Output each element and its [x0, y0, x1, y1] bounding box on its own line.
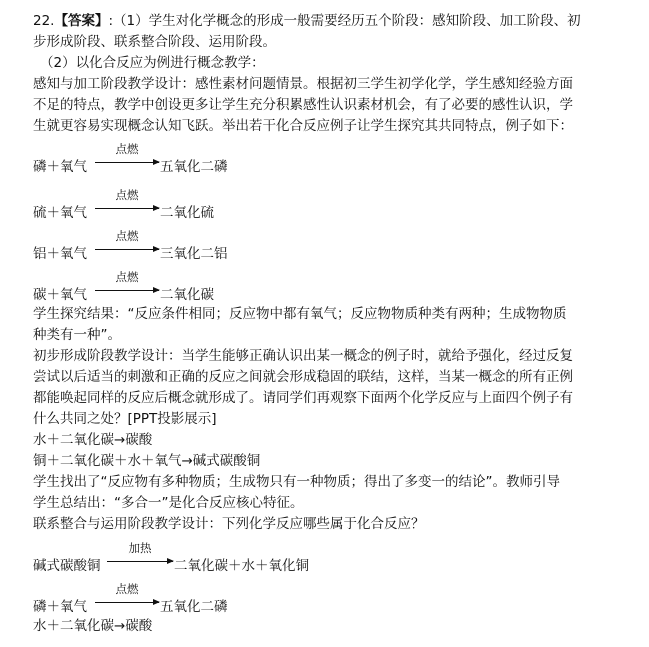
- paragraph-3-line-1: 感知与加工阶段教学设计：感性素材问题情景。根据初三学生初学化学，学生感知经验方面: [33, 76, 573, 92]
- reaction-product: 五氧化二磷: [160, 159, 228, 175]
- reaction-arrow: [95, 208, 159, 209]
- paragraph-1-cont: 步形成阶段、联系整合阶段、运用阶段。: [33, 34, 276, 50]
- reaction-product: 二氧化碳: [160, 287, 214, 303]
- reaction-arrow: [95, 162, 159, 163]
- paragraph-4-line-1: 学生探究结果：“反应条件相同；反应物中都有氧气；反应物物质种类有两种；生成物物质: [33, 306, 567, 322]
- reaction-product: 二氧化碳＋水＋氧化铜: [174, 558, 309, 574]
- paragraph-6-line-1: 学生找出了“反应物有多种物质；生成物只有一种物质；得出了多变一的结论”。教师引导: [33, 474, 560, 490]
- reaction-arrow: [107, 561, 173, 562]
- reaction-reactants: 磷＋氧气: [33, 599, 87, 615]
- paragraph-6-line-2: 学生总结出：“多合一”是化合反应核心特征。: [33, 495, 304, 511]
- paragraph-2: （2）以化合反应为例进行概念教学：: [40, 55, 265, 71]
- reaction-arrow: [95, 249, 159, 250]
- reaction-condition: 点燃: [115, 142, 139, 156]
- paragraph-4-line-2: 种类有一种”。: [33, 327, 121, 343]
- paragraph-7: 联系整合与运用阶段教学设计：下列化学反应哪些属于化合反应？: [33, 516, 425, 532]
- answer-line-1: [33, 11, 581, 31]
- reaction-reactants: 硫＋氧气: [33, 205, 87, 221]
- reaction-reactants: 铝＋氧气: [33, 246, 87, 262]
- reaction-condition: 点燃: [115, 582, 139, 596]
- paragraph-1: :（1）学生对化学概念的形成一般需要经历五个阶段：感知阶段、加工阶段、初: [108, 13, 581, 29]
- reaction-arrow: [95, 602, 159, 603]
- reaction-condition: 点燃: [115, 188, 139, 202]
- paragraph-5-line-1: 初步形成阶段教学设计：当学生能够正确认识出某一概念的例子时，就给予强化，经过反复: [33, 348, 573, 364]
- answer-label: 【答案】: [54, 13, 109, 29]
- question-number: 22.: [33, 13, 55, 29]
- paragraph-5-line-3: 都能唤起同样的反应后概念就形成了。请同学们再观察下面两个化学反应与上面四个例子有: [33, 390, 573, 406]
- reaction-product: 三氧化二铝: [160, 246, 228, 262]
- reaction-reactants: 碳＋氧气: [33, 287, 87, 303]
- reaction-reactants: 碱式碳酸铜: [33, 558, 101, 574]
- paragraph-3-line-2: 不足的特点，教学中创设更多让学生充分积累感性认识素材机会，有了必要的感性认识，学: [33, 97, 573, 113]
- equation-1: 水＋二氧化碳→碳酸: [33, 432, 153, 448]
- equation-2: 铜＋二氧化碳＋水＋氧气→碱式碳酸铜: [33, 453, 261, 469]
- paragraph-5-line-4: 什么共同之处？[PPT投影展示]: [33, 411, 217, 427]
- reaction-condition: 点燃: [115, 270, 139, 284]
- paragraph-3-line-3: 生就更容易实现概念认知飞跃。举出若干化合反应例子让学生探究其共同特点，例子如下：: [33, 118, 573, 134]
- reaction-condition: 点燃: [115, 229, 139, 243]
- reaction-reactants: 磷＋氧气: [33, 159, 87, 175]
- equation-3: 水＋二氧化碳→碳酸: [33, 618, 153, 634]
- reaction-product: 五氧化二磷: [160, 599, 228, 615]
- reaction-arrow: [95, 290, 159, 291]
- reaction-product: 二氧化硫: [160, 205, 214, 221]
- paragraph-5-line-2: 尝试以后适当的刺激和正确的反应之间就会形成稳固的联结，这样，当某一概念的所有正例: [33, 369, 573, 385]
- reaction-condition: 加热: [128, 541, 152, 555]
